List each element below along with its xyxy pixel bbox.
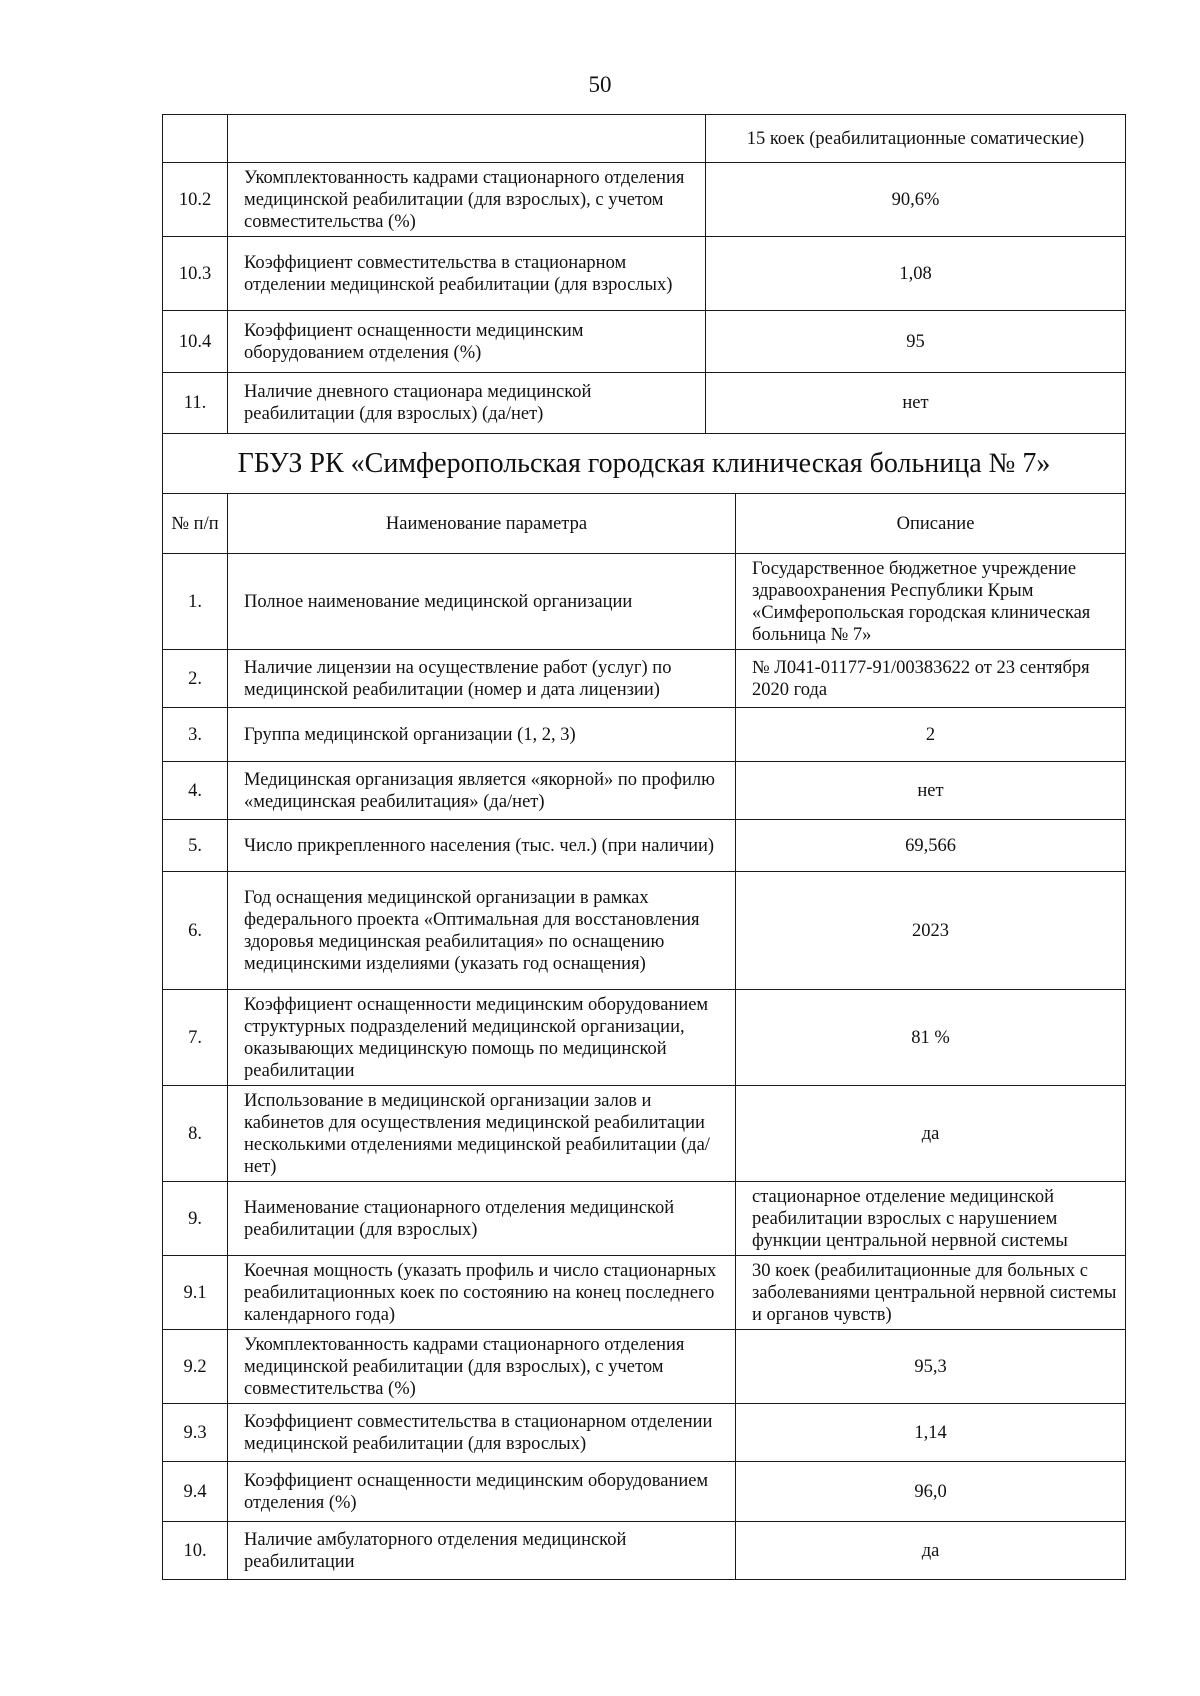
table-header-row [163,494,1126,554]
parameter-name: Наименование стационарного отделения медицинской реабилитации (для взрослых) [228,1182,736,1256]
table-row [163,990,1126,1086]
table-row [163,163,1126,237]
table-row [163,820,1126,872]
parameter-name: Полное наименование медицинской организации [228,554,736,650]
header-number: № п/п [163,494,228,554]
continuation-table [162,114,1126,494]
parameter-name: Коэффициент оснащенности медицинским оборудованием отделения (%) [228,311,706,373]
row-number [163,115,228,163]
parameter-value: да [736,1086,1126,1182]
parameter-name: Укомплектованность кадрами стационарного отделения медицинской реабилитации (для взрослых), с учетом совместительства (%) [228,1330,736,1404]
table-row [163,762,1126,820]
row-number: 10.2 [163,163,228,237]
parameter-name: Укомплектованность кадрами стационарного отделения медицинской реабилитации (для взрослых), с учетом совместительства (%) [228,163,706,237]
table-row [163,237,1126,311]
row-number: 9.3 [163,1404,228,1462]
row-number: 8. [163,1086,228,1182]
header-parameter: Наименование параметра [228,494,736,554]
parameter-value: стационарное отделение медицинской реабилитации взрослых с нарушением функции центральной нервной системы [736,1182,1126,1256]
parameter-name: Число прикрепленного населения (тыс. чел.) (при наличии) [228,820,736,872]
row-number: 4. [163,762,228,820]
parameter-value: № Л041-01177-91/00383622 от 23 сентября 2020 года [736,650,1126,708]
row-number: 6. [163,872,228,990]
parameter-name: Коэффициент оснащенности медицинским оборудованием структурных подразделений медицинской организации, оказывающих медицинскую помощь по медицинской реабилитации [228,990,736,1086]
row-number: 9.4 [163,1462,228,1522]
parameter-value: 95,3 [736,1330,1126,1404]
table-row [163,1404,1126,1462]
parameter-value: да [736,1522,1126,1580]
row-number: 2. [163,650,228,708]
parameter-name: Наличие лицензии на осуществление работ (услуг) по медицинской реабилитации (номер и дата лицензии) [228,650,736,708]
row-number: 9.1 [163,1256,228,1330]
parameter-value: нет [736,762,1126,820]
section-title-row [163,434,1126,494]
table-row [163,554,1126,650]
parameter-name: Использование в медицинской организации залов и кабинетов для осуществления медицинской реабилитации несколькими отделениями медицинской реабилитации (да/нет) [228,1086,736,1182]
parameter-name: Наличие дневного стационара медицинской реабилитации (для взрослых) (да/нет) [228,373,706,434]
page-number: 50 [588,72,612,97]
table-row [163,1256,1126,1330]
parameter-value: 30 коек (реабилитационные для больных с заболеваниями центральной нервной системы и органов чувств) [736,1256,1126,1330]
table-row [163,1522,1126,1580]
row-number: 9.2 [163,1330,228,1404]
table-row [163,1086,1126,1182]
parameter-name: Коэффициент совместительства в стационарном отделении медицинской реабилитации (для взрослых) [228,237,706,311]
parameter-name: Коэффициент оснащенности медицинским оборудованием отделения (%) [228,1462,736,1522]
row-number: 10. [163,1522,228,1580]
parameter-name: Коечная мощность (указать профиль и число стационарных реабилитационных коек по состоянию на конец последнего календарного года) [228,1256,736,1330]
parameter-name: Медицинская организация является «якорной» по профилю «медицинская реабилитация» (да/нет) [228,762,736,820]
table-row [163,708,1126,762]
parameter-value: 95 [706,311,1126,373]
table-row [163,1182,1126,1256]
parameter-value: 2023 [736,872,1126,990]
row-number: 1. [163,554,228,650]
parameter-name: Группа медицинской организации (1, 2, 3) [228,708,736,762]
parameter-value: 1,14 [736,1404,1126,1462]
row-number: 10.3 [163,237,228,311]
hospital-parameters-table [162,493,1126,1580]
parameter-name: Коэффициент совместительства в стационарном отделении медицинской реабилитации (для взрослых) [228,1404,736,1462]
parameter-value: 1,08 [706,237,1126,311]
table-row [163,115,1126,163]
row-number: 5. [163,820,228,872]
parameter-name: Наличие амбулаторного отделения медицинской реабилитации [228,1522,736,1580]
parameter-value: нет [706,373,1126,434]
parameter-name [228,115,706,163]
row-number: 10.4 [163,311,228,373]
row-number: 9. [163,1182,228,1256]
row-number: 3. [163,708,228,762]
parameter-value: 69,566 [736,820,1126,872]
header-description: Описание [736,494,1126,554]
parameter-value: 2 [736,708,1126,762]
parameter-value: 90,6% [706,163,1126,237]
table-row [163,650,1126,708]
table-row [163,1330,1126,1404]
table-row [163,373,1126,434]
parameter-value: 15 коек (реабилитационные соматические) [706,115,1126,163]
table-row [163,872,1126,990]
section-title: ГБУЗ РК «Симферопольская городская клиническая больница № 7» [163,434,1126,494]
row-number: 11. [163,373,228,434]
parameter-name: Год оснащения медицинской организации в рамках федерального проекта «Оптимальная для восстановления здоровья медицинская реабилитация» по оснащению медицинскими изделиями (указать год оснащения) [228,872,736,990]
parameter-value: Государственное бюджетное учреждение здравоохранения Республики Крым «Симферопольская городская клиническая больница № 7» [736,554,1126,650]
parameter-value: 81 % [736,990,1126,1086]
row-number: 7. [163,990,228,1086]
parameter-value: 96,0 [736,1462,1126,1522]
table-row [163,311,1126,373]
table-row [163,1462,1126,1522]
